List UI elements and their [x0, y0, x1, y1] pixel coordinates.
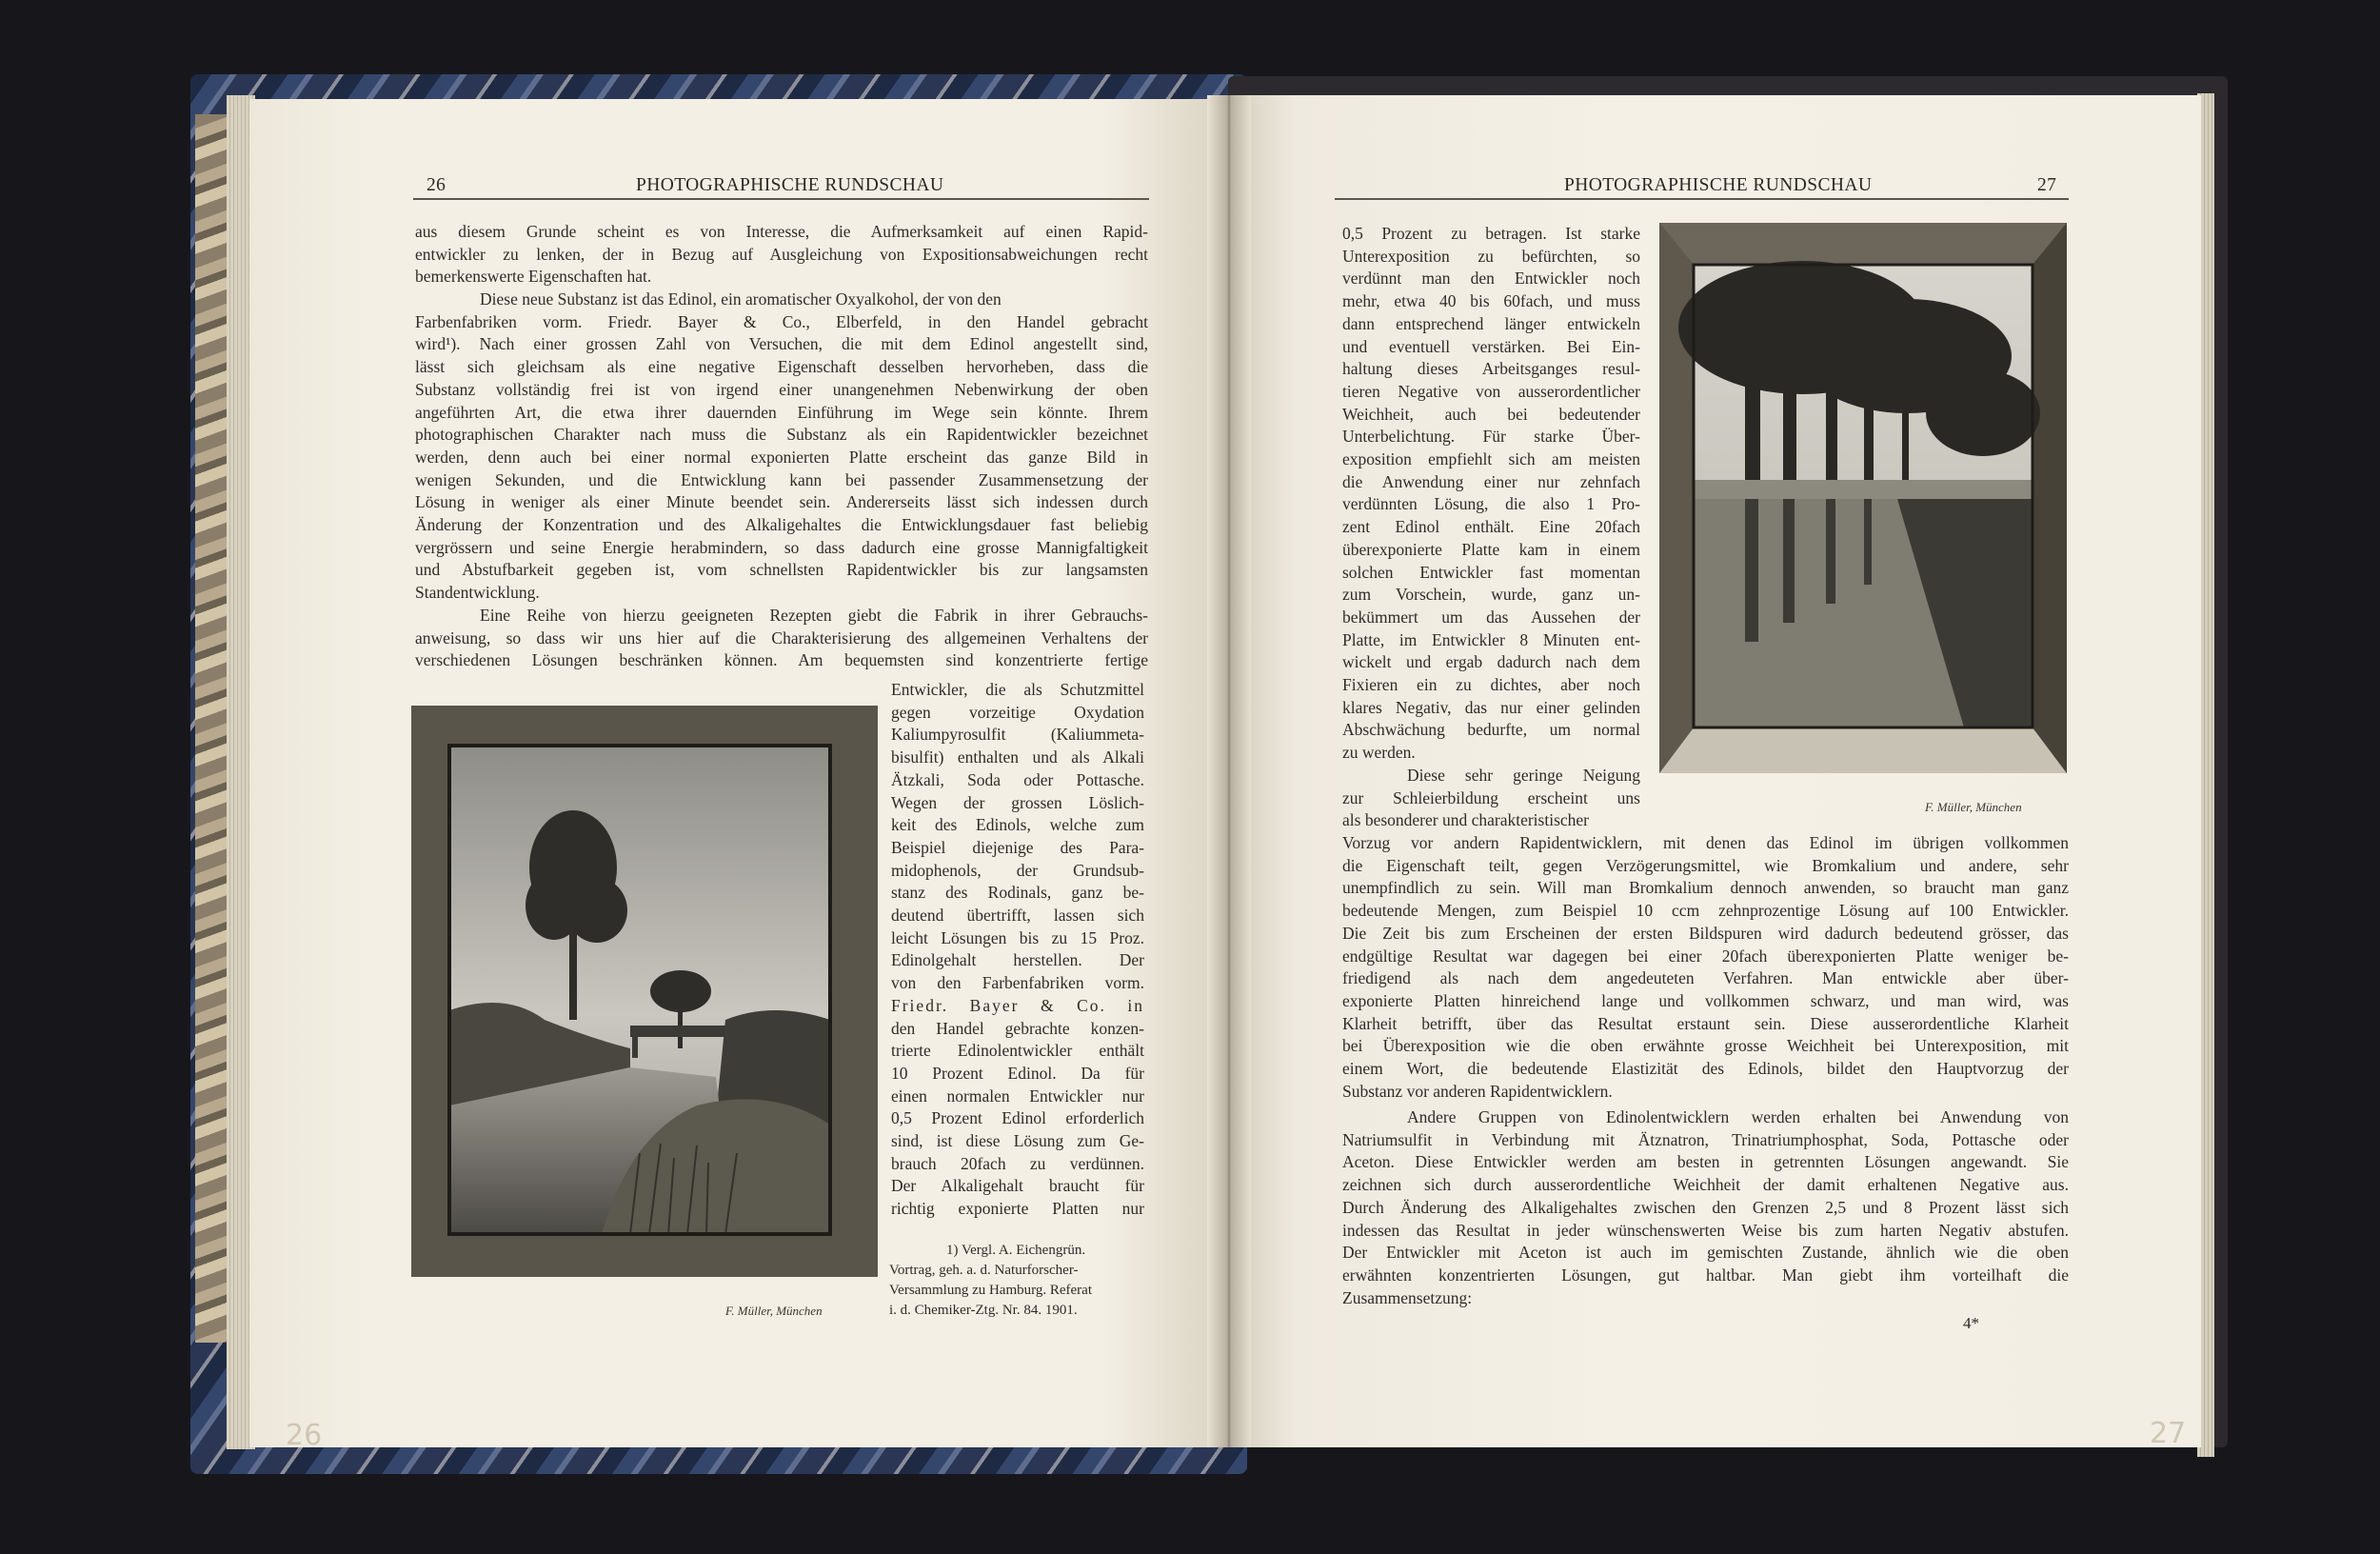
text-line: dann entsprechend länger entwickeln — [1342, 313, 1640, 333]
text-line: Friedr. Bayer & Co. in — [891, 995, 1144, 1015]
text-line: 0,5 Prozent Edinol erforderlich — [891, 1108, 1144, 1128]
left-column-text — [891, 679, 1144, 1221]
text-line: anweisung, so dass wir uns hier auf die Charakterisierung des allgemeinen Verhaltens der — [415, 628, 1148, 648]
text-line: Edinolgehalt herstellen. Der — [891, 950, 1144, 970]
text-line: Platte, im Entwickler 8 Minuten ent- — [1342, 629, 1640, 649]
text-line: bedeutende Mengen, zum Beispiel 10 ccm zehnprozentige Lösung auf 100 Entwickler. — [1342, 901, 2069, 921]
text-line: Kaliumpyrosulfit (Kaliummeta- — [891, 725, 1144, 745]
text-line: erwähnten konzentrierten Lösungen, gut haltbar. Man giebt ihm vorteilhaft die — [1342, 1265, 2069, 1285]
text-line: exposition empfiehlt sich am meisten — [1342, 449, 1640, 469]
text-line: leicht Lösungen bis zu 15 Proz. — [891, 927, 1144, 947]
text-line: mehr, etwa 40 bis 60fach, und muss — [1342, 291, 1640, 311]
left-paragraph-2 — [415, 289, 1148, 605]
text-line: Änderung der Konzentration und des Alkaligehaltes die Entwicklungsdauer fast beliebig — [415, 515, 1148, 535]
text-line: gegen vorzeitige Oxydation — [891, 702, 1144, 722]
pencil-page-mark-right: 27 — [2150, 1417, 2187, 1450]
text-line: Ätzkali, Soda oder Pottasche. — [891, 769, 1144, 789]
text-line: werden, denn auch bei einer normal exponierten Platte erscheint das ganze Bild in — [415, 447, 1148, 467]
footnote-left — [889, 1241, 1146, 1321]
text-line: 0,5 Prozent zu betragen. Ist starke — [1342, 224, 1640, 243]
text-line: die Anwendung einer nur zehnfach — [1342, 471, 1640, 491]
text-line: Beispiel diejenige des Para- — [891, 837, 1144, 857]
footnote-line: Vortrag, geh. a. d. Naturforscher- — [889, 1263, 1079, 1278]
signature-mark: 4* — [1963, 1314, 1979, 1332]
footnote-line: i. d. Chemiker-Ztg. Nr. 84. 1901. — [889, 1303, 1078, 1318]
right-column-text — [1342, 223, 1640, 832]
text-line: Vorzug vor andern Rapidentwicklern, mit denen das Edinol im übrigen vollkommen — [1342, 833, 2069, 852]
running-head-right: PHOTOGRAPHISCHE RUNDSCHAU — [1564, 175, 1873, 195]
text-line: haltung dieses Arbeitsganges resul- — [1342, 359, 1640, 379]
text-line: zu werden. — [1342, 743, 1416, 763]
text-line: von den Farbenfabriken vorm. — [891, 973, 1144, 993]
text-line: lässt sich gleichsam als eine negative Eigenschaft desselben hervorheben, dass die — [415, 357, 1148, 377]
text-line: bemerkenswerte Eigenschaften hat. — [415, 267, 652, 287]
text-line: Unterexposition zu befürchten, so — [1342, 246, 1640, 266]
text-line: verdünnten Lösung, die also 1 Pro- — [1342, 494, 1640, 514]
photo-plate-left — [411, 706, 878, 1277]
text-line: 10 Prozent Edinol. Da für — [891, 1063, 1144, 1083]
text-line: entwickler zu lenken, der in Bezug auf Ausgleichung von Expositionsabweichungen recht — [415, 244, 1148, 264]
text-line: wickelt und ergab dadurch nach dem — [1342, 652, 1640, 672]
text-line: Substanz vollständig frei ist von irgend einer unangenehmen Nebenwirkung der oben — [415, 379, 1148, 399]
text-line: Andere Gruppen von Edinolentwicklern werden erhalten bei Anwendung von — [1407, 1107, 2069, 1126]
text-line: Wegen der grossen Löslich- — [891, 792, 1144, 812]
text-line: brauch 20fach zu verdünnen. — [891, 1153, 1144, 1173]
text-line: unempfindlich zu sein. Will man Bromkalium dennoch anwenden, so braucht man ganz — [1342, 878, 2069, 898]
text-line: exponierte Platten hinreichend lange und vollkommen schwarz, und man wird, was — [1342, 990, 2069, 1010]
text-line: wird¹). Nach einer grossen Zahl von Versuchen, die mit dem Edinol angestellt sind, — [415, 334, 1148, 354]
text-line: midophenols, der Grundsub- — [891, 860, 1144, 880]
left-paragraph-1 — [415, 221, 1148, 289]
text-line: bekümmert um das Aussehen der — [1342, 607, 1640, 627]
text-line: Diese sehr geringe Neigung — [1407, 765, 1640, 785]
text-line: friedigend als nach dem angedeuteten Verfahren. Man entwickle aber über- — [1342, 968, 2069, 988]
landscape-photo-tree-avenue — [1659, 223, 2067, 773]
text-line: Lösung in weniger als einer Minute beendet sein. Andererseits lässt sich indessen durch — [415, 492, 1148, 512]
text-line: aus diesem Grunde scheint es von Interesse, die Aufmerksamkeit auf einen Rapid- — [415, 222, 1148, 241]
text-line: verdünnt man den Entwickler noch — [1342, 269, 1640, 289]
text-line: Natriumsulfit in Verbindung mit Ätznatron, Trinatriumphosphat, Soda, Pottasche oder — [1342, 1129, 2069, 1149]
caption-right: F. Müller, München — [1925, 800, 2022, 814]
footnote-line: 1) Vergl. A. Eichengrün. — [946, 1243, 1086, 1258]
text-line: Klarheit betrifft, über das Resultat erstaunt sein. Diese ausserordentliche Klarheit — [1342, 1013, 2069, 1033]
text-line: stanz des Rodinals, ganz be- — [891, 883, 1144, 903]
text-line: bei Überexposition wie die oben erwähnte grosse Weichheit bei Unterexposition, mit — [1342, 1036, 2069, 1056]
text-line: sind, ist diese Lösung zum Ge- — [891, 1131, 1144, 1151]
text-line: endgültige Resultat war dagegen bei einer 20fach überexponierten Platte weniger be- — [1342, 946, 2069, 966]
text-line: photographischen Charakter nach muss die Substanz als ein Rapidentwickler bezeichnet — [415, 425, 1148, 445]
header-rule-left — [413, 198, 1149, 200]
text-line: klares Negativ, das nur einer gelinden — [1342, 697, 1640, 717]
text-line: richtig exponierte Platten nur — [891, 1199, 1144, 1219]
right-paragraph-full — [1342, 832, 2069, 1103]
text-line: die Eigenschaft teilt, gegen Verzögerungsmittel, wie Bromkalium und andere, sehr — [1342, 855, 2069, 875]
text-line: einem Wort, die bedeutende Elastizität des Edinols, bildet den Hauptvorzug der — [1342, 1059, 2069, 1079]
text-line: und Abstufbarkeit gegeben ist, vom schnellsten Rapidentwickler bis zur langsamsten — [415, 560, 1148, 580]
text-line: wenigen Sekunden, und die Entwicklung kann bei passender Zusammensetzung der — [415, 469, 1148, 489]
text-line: Diese neue Substanz ist das Edinol, ein aromatischer Oxyalkohol, der von den — [480, 289, 1002, 309]
text-line: zent Edinol enthält. Eine 20fach — [1342, 517, 1640, 537]
text-line: Eine Reihe von hierzu geeigneten Rezepten giebt die Fabrik in ihrer Gebrauchs- — [480, 606, 1148, 625]
text-line: und eventuell verstärken. Bei Ein- — [1342, 336, 1640, 356]
pencil-page-mark-left: 26 — [286, 1419, 323, 1452]
text-line: zur Schleierbildung erscheint uns — [1342, 787, 1640, 807]
text-line: deutend übertrifft, lassen sich — [891, 906, 1144, 926]
text-line: Substanz vor anderen Rapidentwicklern. — [1342, 1081, 1613, 1101]
text-line: Weichheit, auch bei bedeutender — [1342, 404, 1640, 424]
footnote-line: Versammlung zu Hamburg. Referat — [889, 1283, 1092, 1298]
text-line: einen normalen Entwickler nur — [891, 1086, 1144, 1106]
caption-left: F. Müller, München — [725, 1304, 823, 1318]
text-line: Der Alkaligehalt braucht für — [891, 1176, 1144, 1196]
page-number-right: 27 — [2037, 175, 2057, 195]
text-line: den Handel gebrachte konzen- — [891, 1018, 1144, 1038]
book-gutter — [1207, 95, 1251, 1447]
text-line: Unterbelichtung. Für starke Über- — [1342, 427, 1640, 447]
text-line: trierte Edinolentwickler enthält — [891, 1041, 1144, 1061]
text-line: Entwickler, die als Schutzmittel — [891, 680, 1144, 699]
text-line: bisulfit) enthalten und als Alkali — [891, 747, 1144, 767]
text-line: zum Vorschein, wurde, ganz un- — [1342, 585, 1640, 605]
text-line: vergrössern und seine Energie herabmindern, so dass dadurch eine grosse Mannigfaltigkeit — [415, 537, 1148, 557]
text-line: Abschwächung bedurfte, um normal — [1342, 720, 1640, 740]
text-line: Die Zeit bis zum Erscheinen der ersten Bildspuren wird dadurch bedeutend grösser, das — [1342, 923, 2069, 943]
text-line: Farbenfabriken vorm. Friedr. Bayer & Co., Elberfeld, in den Handel gebracht — [415, 311, 1148, 331]
header-rule-right — [1335, 198, 2069, 200]
text-line: Zusammensetzung: — [1342, 1287, 1473, 1307]
landscape-photo-river-trees — [411, 706, 878, 1277]
text-line: indessen das Resultat in jeder wünschenswerten Weise bis zum harten Negativ abstufen. — [1342, 1220, 2069, 1240]
photo-plate-right — [1659, 223, 2067, 773]
text-line: überexponierte Platte kam in einem — [1342, 539, 1640, 559]
left-paragraph-3 — [415, 605, 1148, 672]
text-line: als besonderer und charakteristischer — [1342, 810, 1589, 830]
right-paragraph-last — [1342, 1106, 2069, 1309]
text-line: solchen Entwickler fast momentan — [1342, 562, 1640, 582]
text-line: tieren Negative von ausserordentlicher — [1342, 381, 1640, 401]
text-line: keit des Edinols, welche zum — [891, 815, 1144, 835]
text-line: Der Entwickler mit Aceton ist auch im gemischten Zustande, ähnlich wie die oben — [1342, 1243, 2069, 1263]
text-line: Fixieren ein zu dichtes, aber noch — [1342, 675, 1640, 695]
text-line: verschiedenen Lösungen beschränken können. Am bequemsten sind konzentrierte fertige — [415, 650, 1148, 670]
text-line: angeführten Art, die etwa ihrer dauernden Einführung im Wege sein könnte. Ihrem — [415, 402, 1148, 422]
text-line: zeichnen sich durch ausserordentliche Weichheit der damit erhaltenen Negative aus. — [1342, 1175, 2069, 1195]
text-line: Aceton. Diese Entwickler werden am besten in getrennten Lösungen angewandt. Sie — [1342, 1152, 2069, 1172]
page-number-left: 26 — [426, 175, 446, 195]
text-line: Durch Änderung des Alkaligehaltes zwischen den Grenzen 2,5 und 8 Prozent lässt sich — [1342, 1197, 2069, 1217]
text-line: Standentwicklung. — [415, 583, 540, 603]
running-head-left: PHOTOGRAPHISCHE RUNDSCHAU — [636, 175, 944, 195]
